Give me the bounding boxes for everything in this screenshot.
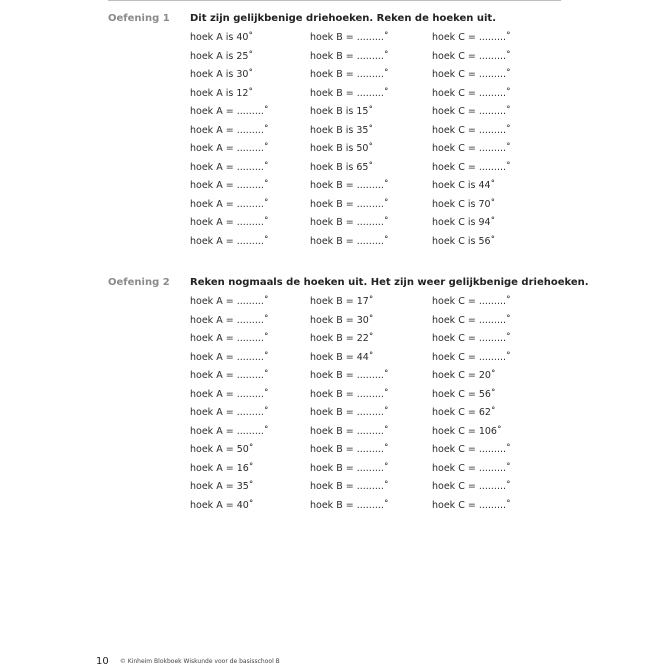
angle-cell-c: hoek C = 20˚	[432, 370, 496, 381]
angle-cell-a: hoek A is 25˚	[190, 50, 254, 62]
angle-cell-b: hoek B = .........˚	[310, 370, 389, 381]
angle-cell-c: hoek C = .........˚	[432, 143, 511, 154]
page-number: 10	[96, 656, 109, 667]
angle-cell-a: hoek A = .........˚	[190, 161, 269, 173]
angle-row	[190, 180, 570, 194]
angle-cell-b: hoek B = .........˚	[310, 388, 389, 400]
angle-cell-b: hoek B = .........˚	[310, 32, 389, 43]
angle-cell-c: hoek C is 70˚	[432, 198, 496, 210]
angle-cell-c: hoek C is 56˚	[432, 235, 496, 247]
angle-row	[190, 426, 570, 440]
angle-cell-b: hoek B is 50˚	[310, 143, 374, 154]
angle-cell-a: hoek A = .........˚	[190, 124, 269, 136]
exercise-label: Oefening 2	[108, 277, 170, 288]
angle-cell-b: hoek B = .........˚	[310, 407, 389, 418]
angle-cell-a: hoek A = .........˚	[190, 296, 269, 307]
angle-cell-b: hoek B = 30˚	[310, 314, 374, 326]
angle-row	[190, 407, 570, 421]
angle-row	[190, 370, 570, 384]
angle-row	[190, 333, 570, 347]
angle-cell-b: hoek B = 17˚	[310, 296, 374, 307]
angle-row	[190, 69, 570, 83]
angle-cell-a: hoek A = .........˚	[190, 235, 269, 247]
angle-cell-c: hoek C = .........˚	[432, 106, 511, 117]
angle-cell-b: hoek B = .........˚	[310, 235, 389, 247]
angle-cell-b: hoek B = 44˚	[310, 351, 374, 363]
angle-cell-c: hoek C = .........˚	[432, 69, 511, 80]
angle-cell-a: hoek A = .........˚	[190, 388, 269, 400]
angle-row	[190, 125, 570, 139]
copyright-text: © Kinheim Blokboek Wiskunde voor de basisschool B	[119, 658, 280, 665]
angle-cell-b: hoek B = .........˚	[310, 180, 389, 191]
angle-row	[190, 199, 570, 213]
angle-cell-c: hoek C = .........˚	[432, 333, 511, 344]
angle-cell-b: hoek B = .........˚	[310, 87, 389, 99]
exercise-label: Oefening 1	[108, 13, 170, 24]
angle-cell-b: hoek B = .........˚	[310, 481, 389, 492]
angle-row	[190, 315, 570, 329]
angle-cell-b: hoek B = 22˚	[310, 333, 374, 344]
angle-row	[190, 352, 570, 366]
angle-cell-a: hoek A = .........˚	[190, 180, 269, 191]
angle-cell-a: hoek A = .........˚	[190, 425, 269, 437]
angle-cell-b: hoek B = .........˚	[310, 425, 389, 437]
angle-cell-a: hoek A = .........˚	[190, 333, 269, 344]
angle-cell-c: hoek C = .........˚	[432, 351, 511, 363]
angle-cell-c: hoek C = .........˚	[432, 124, 511, 136]
angle-cell-a: hoek A = .........˚	[190, 370, 269, 381]
angle-cell-a: hoek A = .........˚	[190, 106, 269, 117]
angle-cell-b: hoek B = .........˚	[310, 462, 389, 474]
angle-cell-c: hoek C = .........˚	[432, 161, 511, 173]
angle-cell-a: hoek A = .........˚	[190, 407, 269, 418]
angle-cell-b: hoek B = .........˚	[310, 217, 389, 228]
angle-cell-a: hoek A = .........˚	[190, 314, 269, 326]
angle-cell-c: hoek C = .........˚	[432, 481, 511, 492]
angle-row	[190, 32, 570, 46]
angle-row	[190, 217, 570, 231]
exercise-instruction: Dit zijn gelijkbenige driehoeken. Reken de hoeken uit.	[190, 13, 497, 24]
angle-cell-c: hoek C = .........˚	[432, 87, 511, 99]
angle-row	[190, 296, 570, 310]
angle-cell-b: hoek B = .........˚	[310, 444, 389, 455]
angle-row	[190, 481, 570, 495]
angle-cell-a: hoek A is 40˚	[190, 32, 254, 43]
angle-cell-c: hoek C = .........˚	[432, 462, 511, 474]
angle-cell-a: hoek A = .........˚	[190, 217, 269, 228]
angle-row	[190, 236, 570, 250]
angle-cell-b: hoek B = .........˚	[310, 69, 389, 80]
angle-cell-b: hoek B = .........˚	[310, 50, 389, 62]
angle-cell-c: hoek C = 56˚	[432, 388, 496, 400]
angle-row	[190, 463, 570, 477]
angle-cell-b: hoek B = .........˚	[310, 499, 389, 511]
angle-row	[190, 444, 570, 458]
angle-row	[190, 106, 570, 120]
angle-cell-c: hoek C = 62˚	[432, 407, 496, 418]
angle-cell-a: hoek A = 40˚	[190, 499, 254, 511]
angle-cell-c: hoek C = .........˚	[432, 32, 511, 43]
angle-cell-a: hoek A = 35˚	[190, 481, 254, 492]
angle-cell-c: hoek C = .........˚	[432, 444, 511, 455]
angle-row	[190, 88, 570, 102]
angle-row	[190, 162, 570, 176]
angle-cell-a: hoek A = .........˚	[190, 143, 269, 154]
angle-cell-a: hoek A is 30˚	[190, 69, 254, 80]
angle-cell-a: hoek A = .........˚	[190, 351, 269, 363]
angle-cell-c: hoek C = .........˚	[432, 296, 511, 307]
angle-cell-c: hoek C is 44˚	[432, 180, 496, 191]
angle-cell-c: hoek C = .........˚	[432, 499, 511, 511]
angle-cell-a: hoek A is 12˚	[190, 87, 254, 99]
exercise-instruction: Reken nogmaals de hoeken uit. Het zijn weer gelijkbenige driehoeken.	[190, 277, 589, 288]
angle-row	[190, 389, 570, 403]
angle-cell-a: hoek A = 50˚	[190, 444, 254, 455]
angle-cell-a: hoek A = .........˚	[190, 198, 269, 210]
angle-row	[190, 500, 570, 514]
angle-row	[190, 51, 570, 65]
angle-cell-c: hoek C is 94˚	[432, 217, 496, 228]
angle-cell-b: hoek B is 35˚	[310, 124, 374, 136]
angle-cell-c: hoek C = 106˚	[432, 425, 502, 437]
angle-cell-b: hoek B is 15˚	[310, 106, 374, 117]
angle-cell-c: hoek C = .........˚	[432, 50, 511, 62]
angle-row	[190, 143, 570, 157]
angle-cell-b: hoek B is 65˚	[310, 161, 374, 173]
page-footer	[96, 651, 280, 670]
angle-cell-b: hoek B = .........˚	[310, 198, 389, 210]
angle-cell-a: hoek A = 16˚	[190, 462, 254, 474]
angle-cell-c: hoek C = .........˚	[432, 314, 511, 326]
top-divider	[108, 0, 561, 1]
